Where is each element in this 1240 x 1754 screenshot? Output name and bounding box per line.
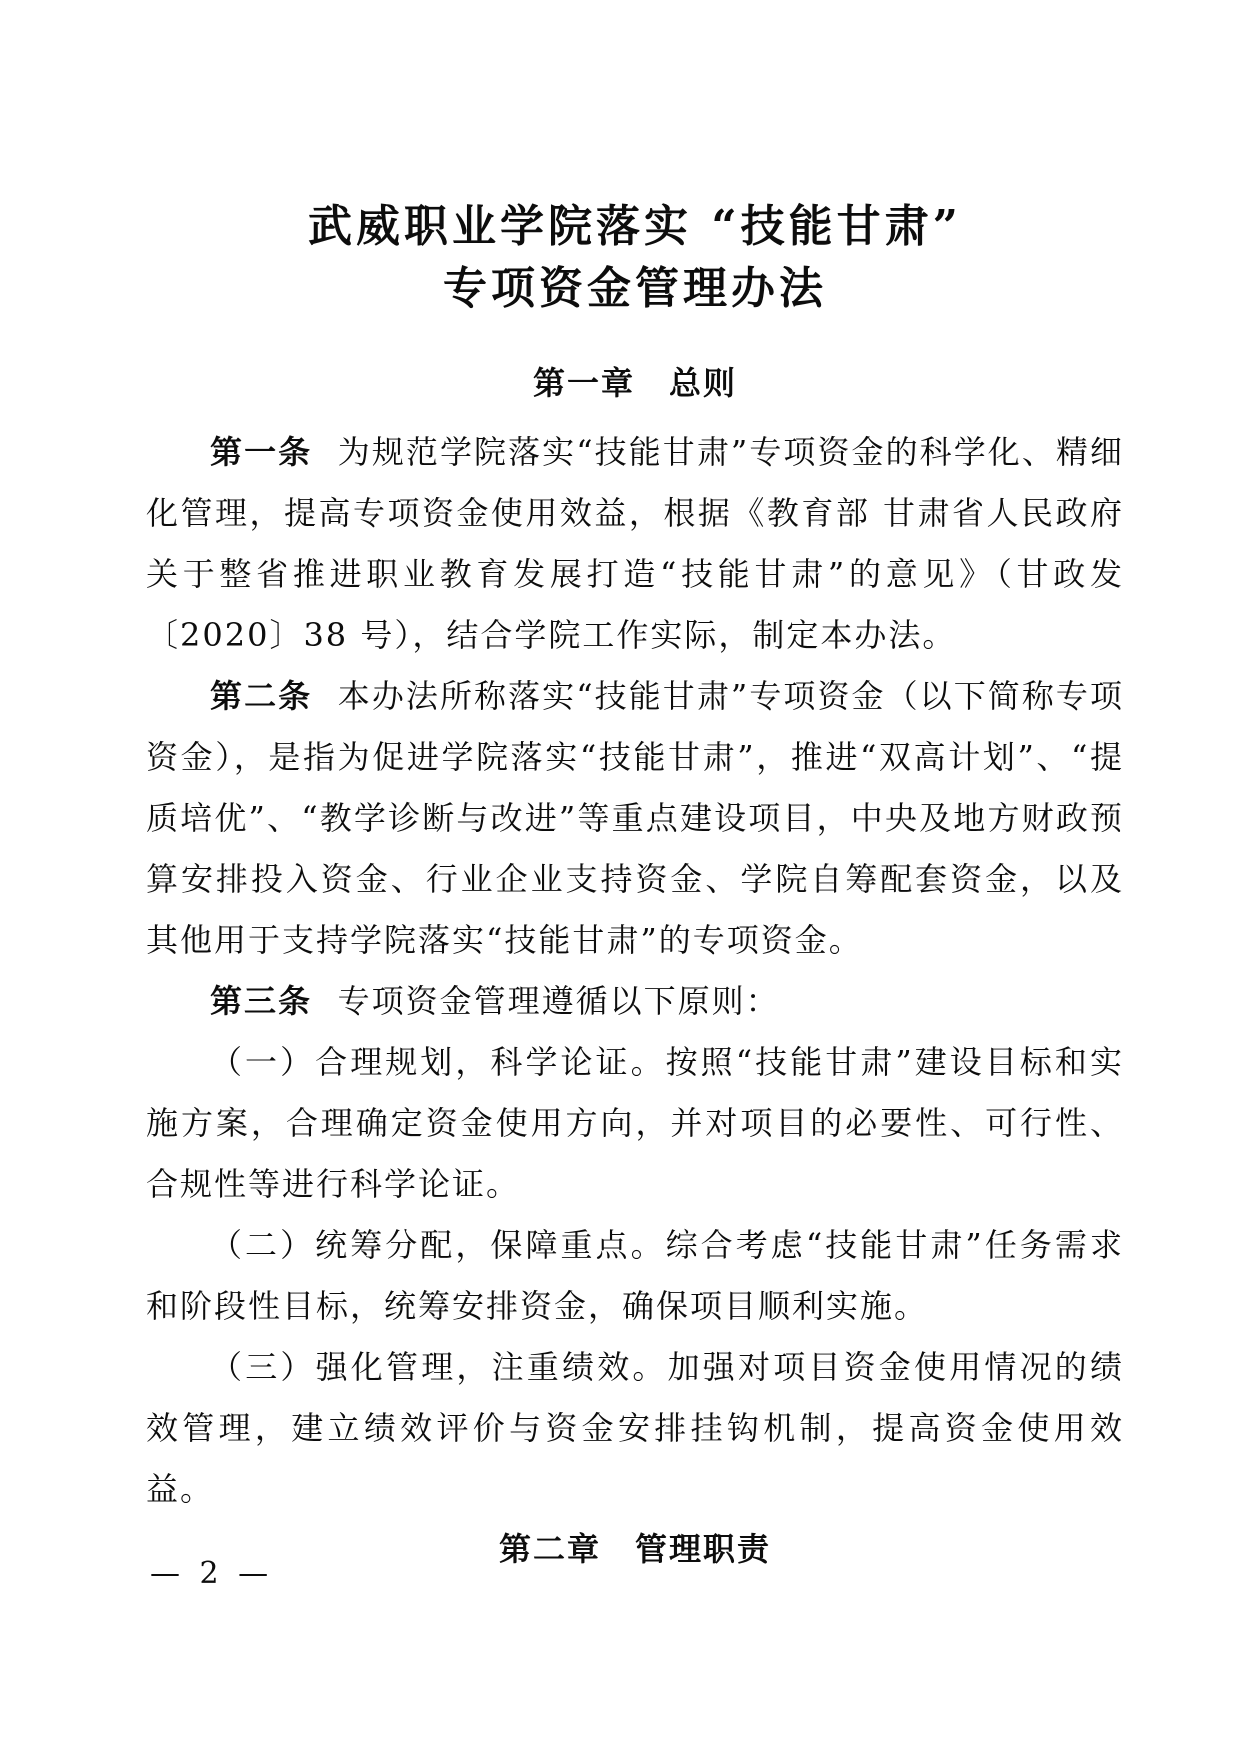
- paragraph-principle-2: [146, 1215, 1124, 1337]
- principle-3-text: （三）强化管理，注重绩效。加强对项目资金使用情况的绩效管理，建立绩效评价与资金安排挂钩机制，提高资金使用效益。: [146, 1348, 1124, 1508]
- paragraph-article-1: [146, 422, 1124, 666]
- document-title-line1: 武威职业学院落实 “技能甘肃”: [308, 201, 962, 252]
- paragraph-article-2: [146, 666, 1124, 971]
- article-2-lead: 第二条: [210, 677, 313, 715]
- paragraph-principle-3: [146, 1337, 1124, 1520]
- document-title-line2: 专项资金管理办法: [443, 263, 827, 314]
- document-title: [146, 196, 1124, 320]
- article-1-lead: 第一条: [210, 433, 313, 471]
- article-1-text: 为规范学院落实“技能甘肃”专项资金的科学化、精细化管理，提高专项资金使用效益，根据《教育部 甘肃省人民政府关于整省推进职业教育发展打造“技能甘肃”的意见》（甘政发〔2020〕38 号），结合学院工作实际，制定本办法。: [146, 433, 1124, 654]
- article-3-text: 专项资金管理遵循以下原则：: [337, 982, 780, 1020]
- chapter-two-heading: 第二章 管理职责: [498, 1530, 771, 1568]
- document-content: [146, 196, 1124, 1574]
- principle-1-text: （一）合理规划，科学论证。按照“技能甘肃”建设目标和实施方案，合理确定资金使用方向，并对项目的必要性、可行性、合规性等进行科学论证。: [146, 1043, 1124, 1203]
- page-number: — 2 —: [150, 1556, 274, 1591]
- principle-2-text: （二）统筹分配，保障重点。综合考虑“技能甘肃”任务需求和阶段性目标，统筹安排资金，确保项目顺利实施。: [146, 1226, 1124, 1325]
- chapter-one-heading: 第一章 总则: [532, 364, 737, 402]
- paragraph-article-3: [146, 971, 1124, 1032]
- paragraph-principle-1: [146, 1032, 1124, 1215]
- article-3-lead: 第三条: [210, 982, 313, 1020]
- article-2-text: 本办法所称落实“技能甘肃”专项资金（以下简称专项资金），是指为促进学院落实“技能甘肃”，推进“双高计划”、“提质培优”、“教学诊断与改进”等重点建设项目，中央及地方财政预算安排投入资金、行业企业支持资金、学院自筹配套资金，以及其他用于支持学院落实“技能甘肃”的专项资金。: [146, 677, 1124, 959]
